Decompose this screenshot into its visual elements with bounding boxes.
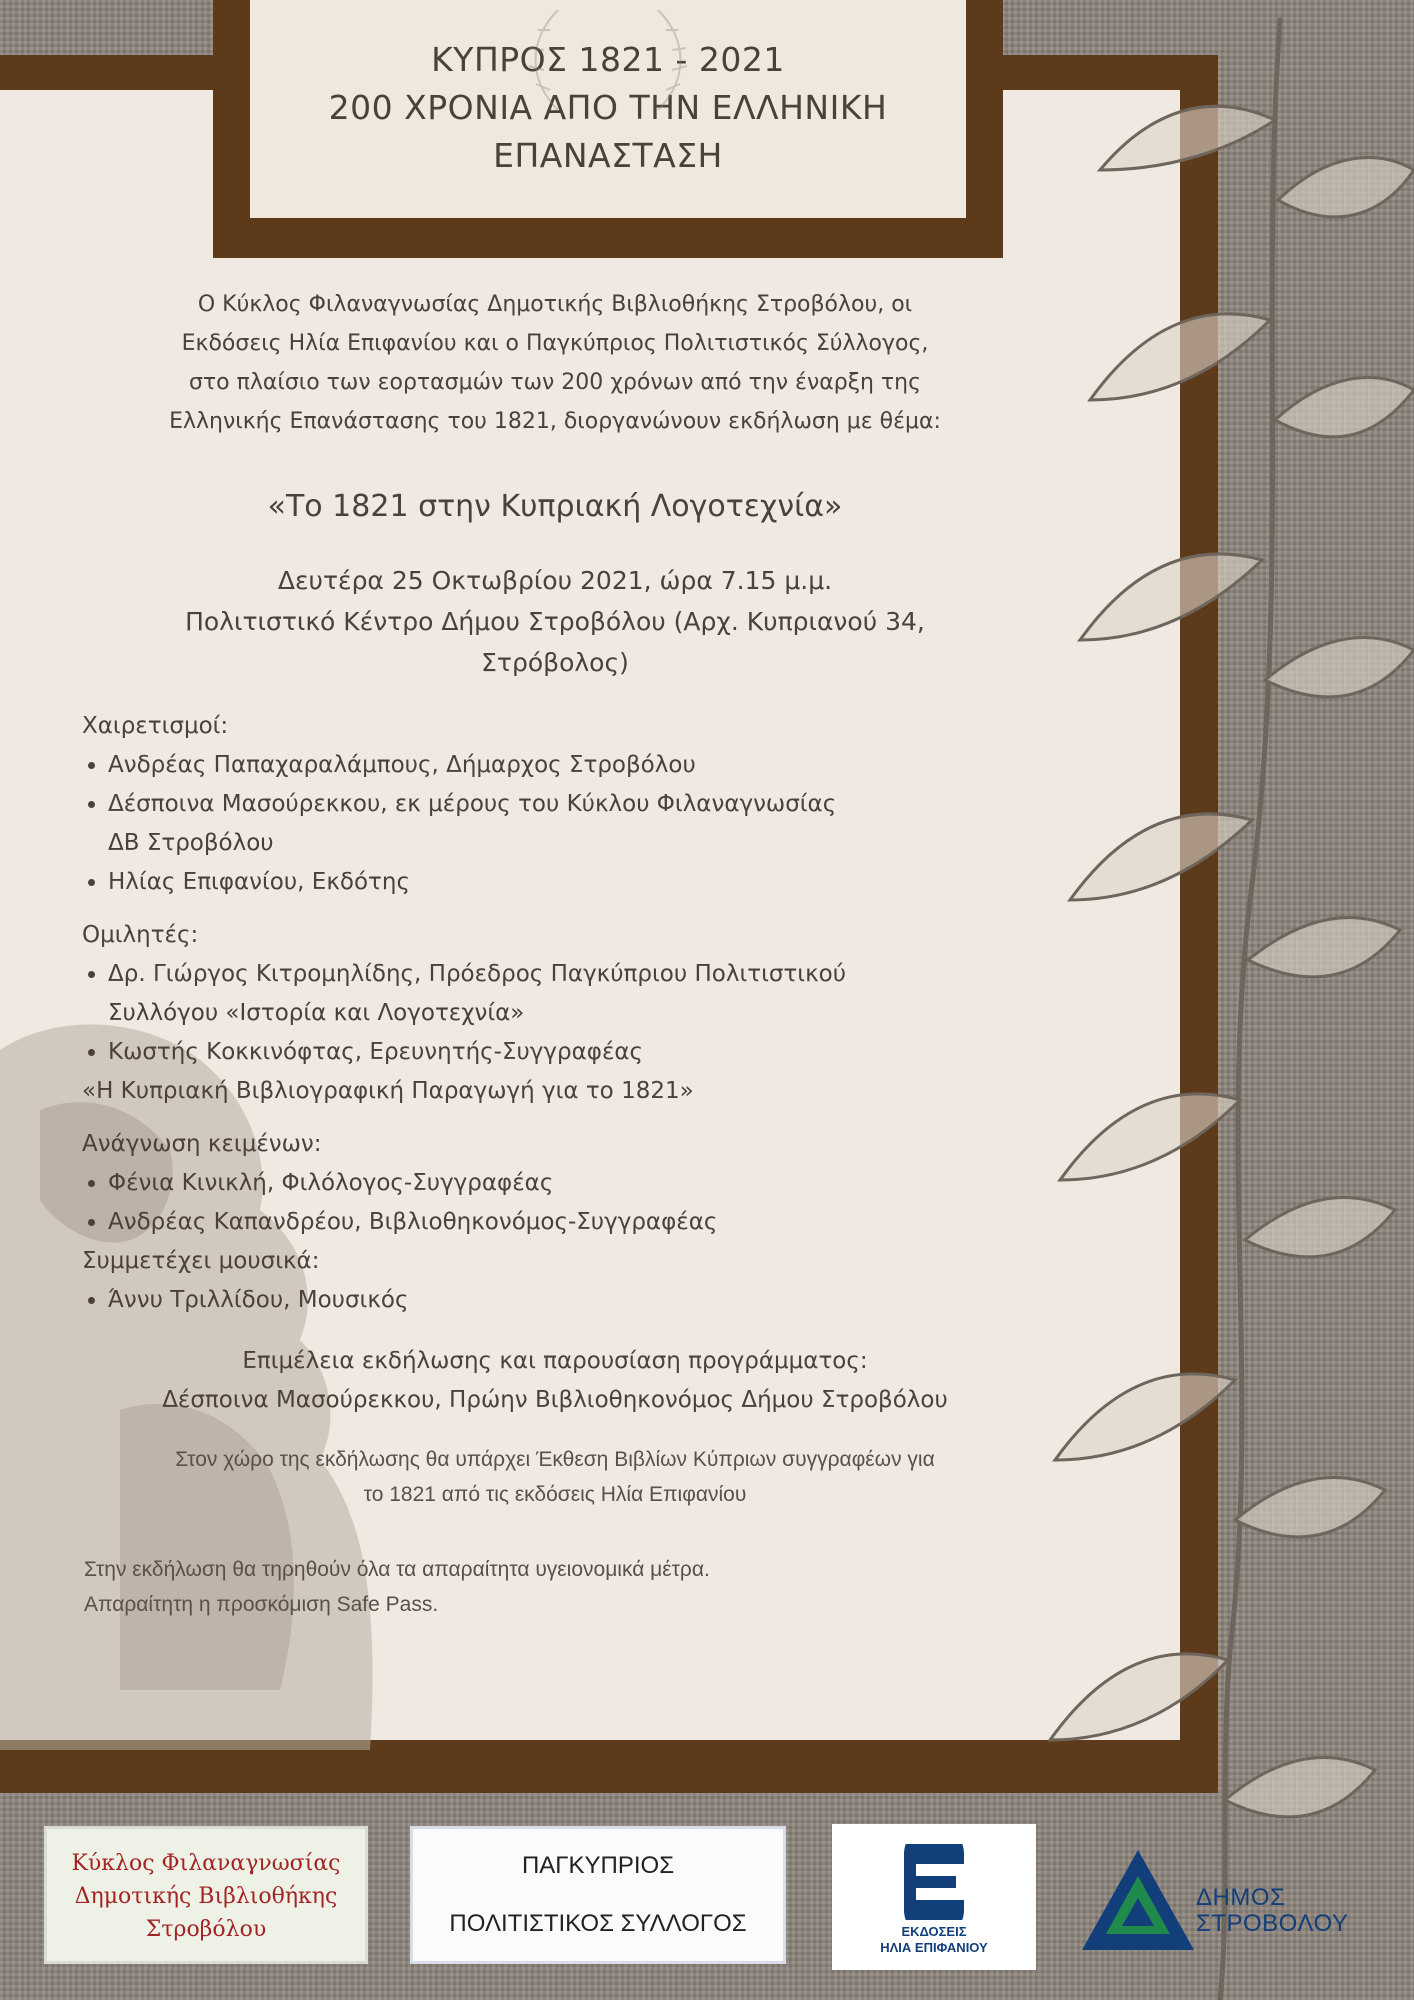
logo-text: Δημοτικής Βιβλιοθήκης — [74, 1884, 338, 1909]
list-item: • Άννυ Τριλλίδου, Μουσικός — [108, 1281, 1050, 1320]
speakers-list — [60, 955, 1050, 1072]
list-item: • Ανδρέας Καπανδρέου, Βιβλιοθηκονόμος-Συγγραφέας — [108, 1203, 1050, 1242]
logo-text: ΔΗΜΟΣ — [1196, 1884, 1286, 1911]
laurel-wreath-icon — [498, 0, 718, 120]
exhibition-line: Στον χώρο της εκδήλωσης θα υπάρχει Έκθεση Βιβλίων Κύπριων συγγραφέων για — [175, 1448, 935, 1471]
event-when — [60, 560, 1050, 683]
greetings-list — [60, 746, 1050, 902]
intro-line: Εκδόσεις Ηλία Επιφανίου και ο Παγκύπριος Πολιτιστικός Σύλλογος, — [181, 331, 929, 356]
talk-title: «Η Κυπριακή Βιβλιογραφική Παραγωγή για το 1821» — [82, 1078, 694, 1104]
olive-branch-icon — [1030, 0, 1414, 2000]
intro-line: στο πλαίσιο των εορτασμών των 200 χρόνων από την έναρξη της — [188, 370, 922, 395]
list-item: • Κωστής Κοκκινόφτας, Ερευνητής-Συγγραφέας — [108, 1033, 1050, 1072]
exhibition-note — [60, 1442, 1050, 1512]
event-content — [60, 285, 1050, 1622]
title-line-3: ΕΠΑΝΑΣΤΑΣΗ — [493, 136, 723, 175]
event-venue: Πολιτιστικό Κέντρο Δήμου Στροβόλου (Αρχ. Κυπριανού 34, — [185, 607, 925, 636]
intro-paragraph — [60, 285, 1050, 441]
curation-line: Επιμέλεια εκδήλωσης και παρουσίαση προγράμματος: — [242, 1348, 868, 1374]
list-item: • Ανδρέας Παπαχαραλάμπους, Δήμαρχος Στροβόλου — [108, 746, 1050, 785]
list-item: • Δέσποινα Μασούρεκκου, εκ μέρους του Κύκλου Φιλαναγνωσίας — [108, 785, 1050, 824]
list-item-continuation: ΔΒ Στροβόλου — [108, 830, 274, 856]
readings-heading: Ανάγνωση κειμένων: — [82, 1131, 322, 1157]
readings-list — [60, 1164, 1050, 1242]
exhibition-line: το 1821 από τις εκδόσεις Ηλία Επιφανίου — [363, 1483, 747, 1506]
publisher-e-icon — [894, 1844, 974, 1920]
cultural-society-logo — [410, 1826, 786, 1964]
logo-text: ΗΛΙΑ ΕΠΙΦΑΝΙΟΥ — [880, 1940, 988, 1955]
list-item: • Δρ. Γιώργος Κιτρομηλίδης, Πρόεδρος Παγκύπριου Πολιτιστικού — [108, 955, 1050, 994]
logo-text: ΕΚΔΟΣΕΙΣ — [901, 1924, 967, 1939]
municipality-logo — [1078, 1846, 1378, 1956]
greetings-heading: Χαιρετισμοί: — [82, 713, 229, 739]
logo-text: ΠΑΓΚΥΠΡΙΟΣ — [521, 1852, 675, 1879]
list-item-continuation: Συλλόγου «Ιστορία και Λογοτεχνία» — [108, 1000, 525, 1026]
logo-text: ΣΤΡΟΒΟΛΟΥ — [1196, 1910, 1349, 1937]
event-venue: Στρόβολος) — [481, 648, 629, 677]
health-note — [84, 1552, 1050, 1622]
logo-text: Κύκλος Φιλαναγνωσίας — [71, 1851, 341, 1876]
intro-line: Ελληνικής Επανάστασης του 1821, διοργανώνουν εκδήλωση με θέμα: — [169, 409, 941, 434]
title-line-2: 200 ΧΡΟΝΙΑ ΑΠΟ ΤΗΝ ΕΛΛΗΝΙΚΗ — [328, 88, 888, 127]
music-list — [60, 1281, 1050, 1320]
list-item: • Ηλίας Επιφανίου, Εκδότης — [108, 863, 1050, 902]
event-date: Δευτέρα 25 Οκτωβρίου 2021, ώρα 7.15 μ.μ. — [277, 566, 833, 595]
publisher-logo — [832, 1824, 1036, 1970]
title-box — [250, 0, 966, 218]
intro-line: Ο Κύκλος Φιλαναγνωσίας Δημοτικής Βιβλιοθήκης Στροβόλου, οι — [197, 292, 913, 317]
municipality-triangle-icon — [1078, 1846, 1198, 1956]
health-line: Στην εκδήλωση θα τηρηθούν όλα τα απαραίτητα υγειονομικά μέτρα. — [84, 1558, 710, 1581]
health-line: Απαραίτητη η προσκόμιση Safe Pass. — [84, 1593, 439, 1616]
curation-line: Δέσποινα Μασούρεκκου, Πρώην Βιβλιοθηκονόμος Δήμου Στροβόλου — [162, 1387, 948, 1413]
logo-text: ΠΟΛΙΤΙΣΤΙΚΟΣ ΣΥΛΛΟΓΟΣ — [449, 1910, 747, 1937]
event-theme: «Το 1821 στην Κυπριακή Λογοτεχνία» — [267, 489, 843, 524]
speakers-heading: Ομιλητές: — [82, 922, 199, 948]
reading-circle-logo — [44, 1826, 368, 1964]
curation — [60, 1342, 1050, 1420]
list-item: • Φένια Κινικλή, Φιλόλογος-Συγγραφέας — [108, 1164, 1050, 1203]
logo-text: Στροβόλου — [145, 1917, 267, 1942]
music-heading: Συμμετέχει μουσικά: — [82, 1248, 320, 1274]
title-line-1: ΚΥΠΡΟΣ 1821 - 2021 — [431, 40, 785, 79]
